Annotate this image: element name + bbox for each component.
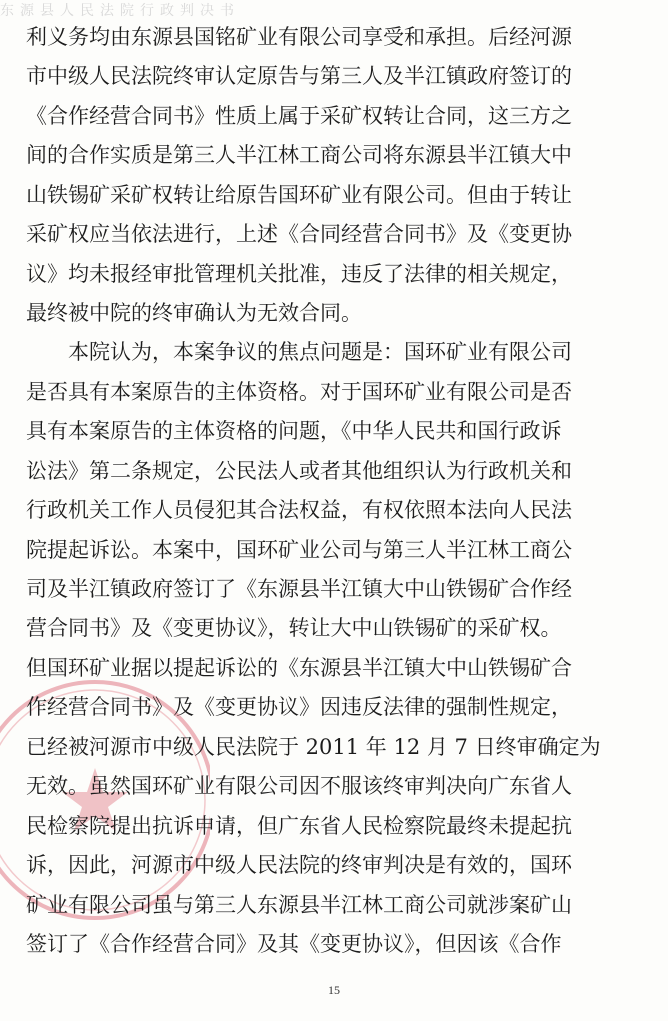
text-line-8: 最终被中院的终审确认为无效合同。 [26, 301, 362, 325]
text-line-15: 司及半江镇政府签订了《东源县半江镇大中山铁锡矿合作经 [26, 577, 572, 601]
text-line-2: 市中级人民法院终审认定原告与第三人及半江镇政府签订的 [26, 64, 572, 88]
text-line-9: 本院认为，本案争议的焦点问题是：国环矿业有限公司 [26, 340, 572, 364]
text-line-4: 间的合作实质是第三人半江林工商公司将东源县半江镇大中 [26, 143, 572, 167]
text-line-22: 诉，因此，河源市中级人民法院的终审判决是有效的，国环 [26, 853, 572, 877]
text-line-3: 《合作经营合同书》性质上属于采矿权转让合同，这三方之 [26, 104, 572, 128]
text-line-20: 无效。虽然国环矿业有限公司因不服该终审判决向广东省人 [26, 774, 572, 798]
text-line-7: 议》均未报经审批管理机关批准，违反了法律的相关规定， [26, 262, 572, 286]
text-line-1: 利义务均由东源县国铭矿业有限公司享受和承担。后经河源 [26, 25, 572, 49]
text-line-5: 山铁锡矿采矿权转让给原告国环矿业有限公司。但由于转让 [26, 183, 572, 207]
text-line-13: 行政机关工作人员侵犯其合法权益，有权依照本法向人民法 [26, 498, 572, 522]
text-line-16: 营合同书》及《变更协议》，转让大中山铁锡矿的采矿权。 [26, 616, 562, 640]
text-line-18: 作经营合同书》及《变更协议》因违反法律的强制性规定， [26, 695, 572, 719]
text-line-6: 采矿权应当依法进行，上述《合同经营合同书》及《变更协 [26, 222, 572, 246]
page-number: 15 [328, 983, 340, 997]
top-bleed-through: 东源县人民法院行政判决书 [0, 3, 240, 19]
text-line-19: 已经被河源市中级人民法院于 2011 年 12 月 7 日终审确定为 [26, 735, 601, 759]
text-line-14: 院提起诉讼。本案中，国环矿业公司与第三人半江林工商公 [26, 538, 572, 562]
text-line-23: 矿业有限公司虽与第三人东源县半江林工商公司就涉案矿山 [26, 893, 572, 917]
text-line-21: 民检察院提出抗诉申请，但广东省人民检察院最终未提起抗 [26, 814, 572, 838]
text-line-12: 讼法》第二条规定，公民法人或者其他组织认为行政机关和 [26, 459, 572, 483]
text-line-11: 具有本案原告的主体资格的问题，《中华人民共和国行政诉 [26, 419, 562, 443]
text-line-10: 是否具有本案原告的主体资格。对于国环矿业有限公司是否 [26, 380, 572, 404]
text-line-17: 但国环矿业据以提起诉讼的《东源县半江镇大中山铁锡矿合 [26, 656, 572, 680]
text-line-24: 签订了《合作经营合同》及其《变更协议》，但因该《合作 [26, 932, 562, 956]
